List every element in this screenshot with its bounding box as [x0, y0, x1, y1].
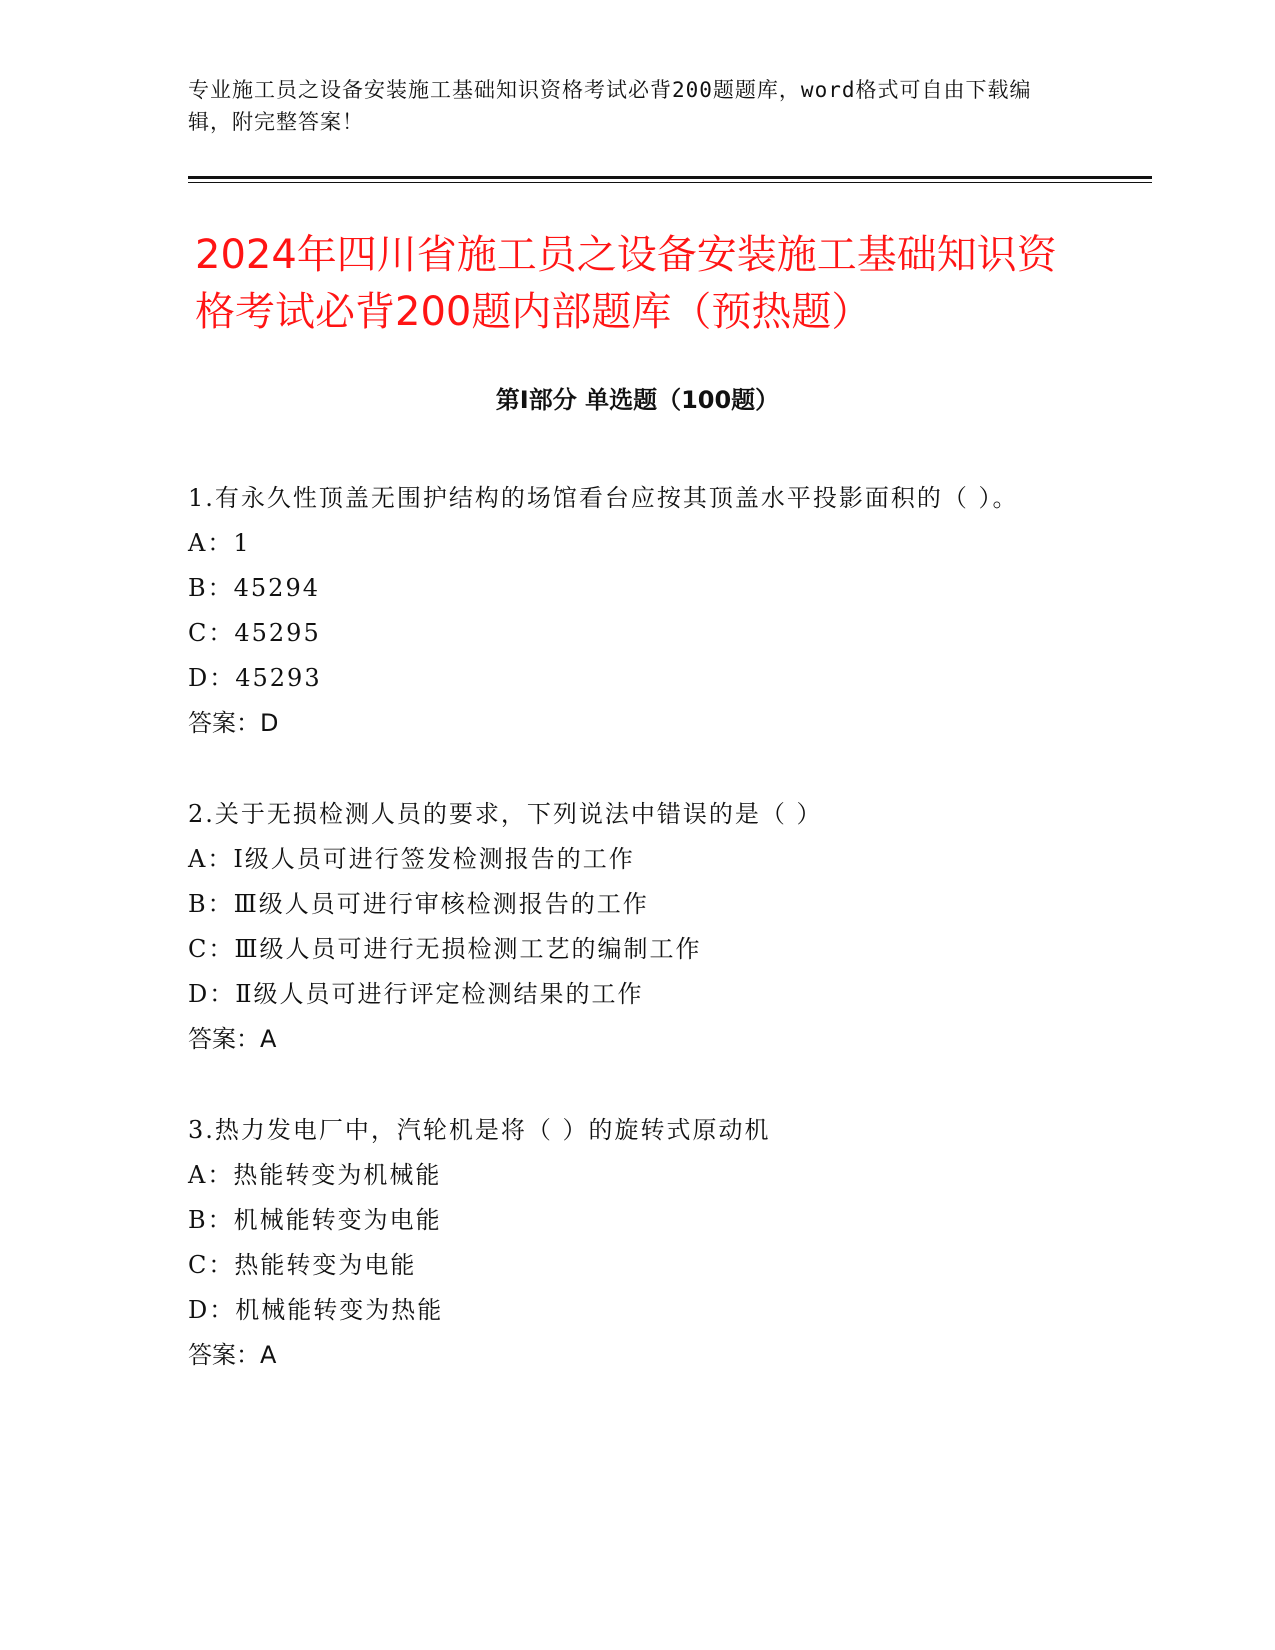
option-a: A：热能转变为机械能: [188, 1161, 442, 1189]
question-stem: 2.关于无损检测人员的要求，下列说法中错误的是（ ）: [188, 800, 823, 828]
answer: 答案：A: [188, 1341, 277, 1369]
question-spacer: [188, 1062, 1068, 1108]
question-2: [188, 792, 1068, 1062]
option-a: A：1: [188, 529, 251, 557]
question-list: [188, 475, 1068, 1378]
option-c: C：热能转变为电能: [188, 1251, 417, 1279]
header-divider-thin: [188, 182, 1152, 183]
question-1: [188, 475, 1068, 746]
option-a: A：Ⅰ级人员可进行签发检测报告的工作: [188, 845, 635, 873]
option-b: B：45294: [188, 574, 320, 602]
document-title: 2024年四川省施工员之设备安装施工基础知识资格考试必背200题内部题库（预热题）: [195, 232, 1057, 335]
option-b: B：Ⅲ级人员可进行审核检测报告的工作: [188, 890, 649, 918]
option-d: D：45293: [188, 664, 322, 692]
header-divider-thick: [188, 176, 1152, 179]
answer: 答案：A: [188, 1025, 277, 1053]
answer: 答案：D: [188, 709, 279, 737]
question-spacer: [188, 746, 1068, 792]
option-b: B：机械能转变为电能: [188, 1206, 442, 1234]
section-title: 第Ⅰ部分 单选题（100题）: [495, 386, 780, 414]
question-3: [188, 1108, 1068, 1378]
option-d: D：机械能转变为热能: [188, 1296, 444, 1324]
option-d: D：Ⅱ级人员可进行评定检测结果的工作: [188, 980, 644, 1008]
question-stem: 1.有永久性顶盖无围护结构的场馆看台应按其顶盖水平投影面积的（ ）。: [188, 484, 1019, 512]
question-stem: 3.热力发电厂中，汽轮机是将（ ）的旋转式原动机: [188, 1116, 771, 1144]
header-note: 专业施工员之设备安装施工基础知识资格考试必背200题题库，word格式可自由下载编辑，附完整答案！: [188, 78, 1032, 134]
option-c: C：45295: [188, 619, 321, 647]
option-c: C：Ⅲ级人员可进行无损检测工艺的编制工作: [188, 935, 702, 963]
